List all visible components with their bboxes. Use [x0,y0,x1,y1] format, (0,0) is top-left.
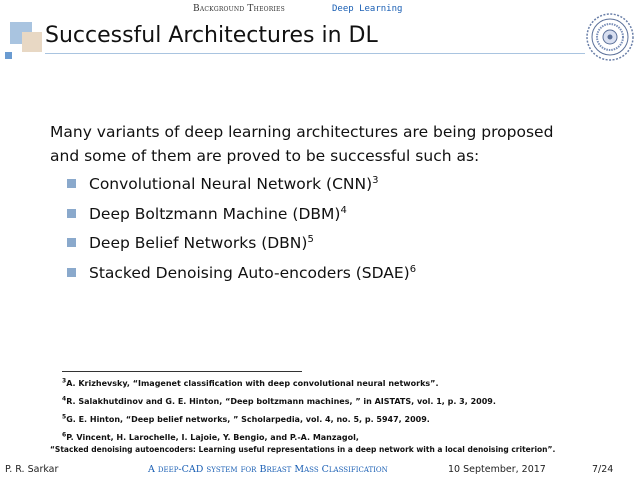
square-bullet-icon [67,238,76,247]
footnote-text: R. Salakhutdinov and G. E. Hinton, “Deep boltzmann machines, ” in AISTATS, vol. 1, p. 3, 2009. [66,397,496,406]
list-item [67,229,416,259]
square-bullet-icon [67,179,76,188]
intro-line-1: Many variants of deep learning architectures are being proposed [50,123,554,141]
list-item-text: Stacked Denoising Auto-encoders (SDAE) [89,263,410,282]
footnote-divider [62,371,302,372]
intro-paragraph [50,120,610,168]
list-item-text: Deep Belief Networks (DBN) [89,234,308,252]
title-divider [45,53,585,54]
list-item-text: Deep Boltzmann Machine (DBM) [89,204,341,223]
footnote-ref[interactable]: 4 [340,204,347,216]
footnote-number: 5 [62,413,67,421]
footer-page-number: 7/24 [592,464,614,475]
list-item-text: Convolutional Neural Network (CNN) [89,175,373,193]
footnote-ref[interactable]: 5 [307,233,314,245]
nav-section-link[interactable]: Background Theories [193,4,285,14]
list-item [67,170,416,200]
footnote-number: 3 [62,377,67,385]
square-bullet-icon [67,268,76,277]
footnote-number: 6 [62,431,67,439]
footnote-continuation: “Stacked denoising autoencoders: Learning useful representations in a deep network with a local denoising criterion”. [50,445,556,454]
footnote-item [62,396,496,408]
footnote-number: 4 [62,395,67,403]
top-navigation [0,2,638,16]
footnote-item [62,414,430,426]
footnote-ref[interactable]: 6 [409,263,417,275]
footnote-text: P. Vincent, H. Larochelle, I. Lajoie, Y. Bengio, and P.-A. Manzagol, [66,433,359,442]
nav-subsection-link[interactable]: Deep Learning [332,4,403,14]
footer-author: P. R. Sarkar [5,464,59,475]
architecture-list [67,170,416,288]
footnote-ref[interactable]: 3 [372,174,379,186]
intro-line-2: and some of them are proved to be successful such as: [50,147,480,165]
institute-seal-icon [585,12,635,62]
list-item [67,200,416,230]
list-item [67,259,416,289]
footnote-text: G. E. Hinton, “Deep belief networks, ” Scholarpedia, vol. 4, no. 5, p. 5947, 2009. [66,415,430,424]
footnote-item [62,378,438,390]
decorative-squares-icon [0,22,42,58]
slide-footer [0,463,638,477]
footer-date: 10 September, 2017 [448,464,546,475]
square-bullet-icon [67,209,76,218]
footnote-text: A. Krizhevsky, “Imagenet classification with deep convolutional neural networks”. [66,379,439,388]
footnote-item [62,432,359,444]
slide-title: Successful Architectures in DL [45,23,378,48]
footer-title: A deep-CAD system for Breast Mass Classification [148,464,388,475]
